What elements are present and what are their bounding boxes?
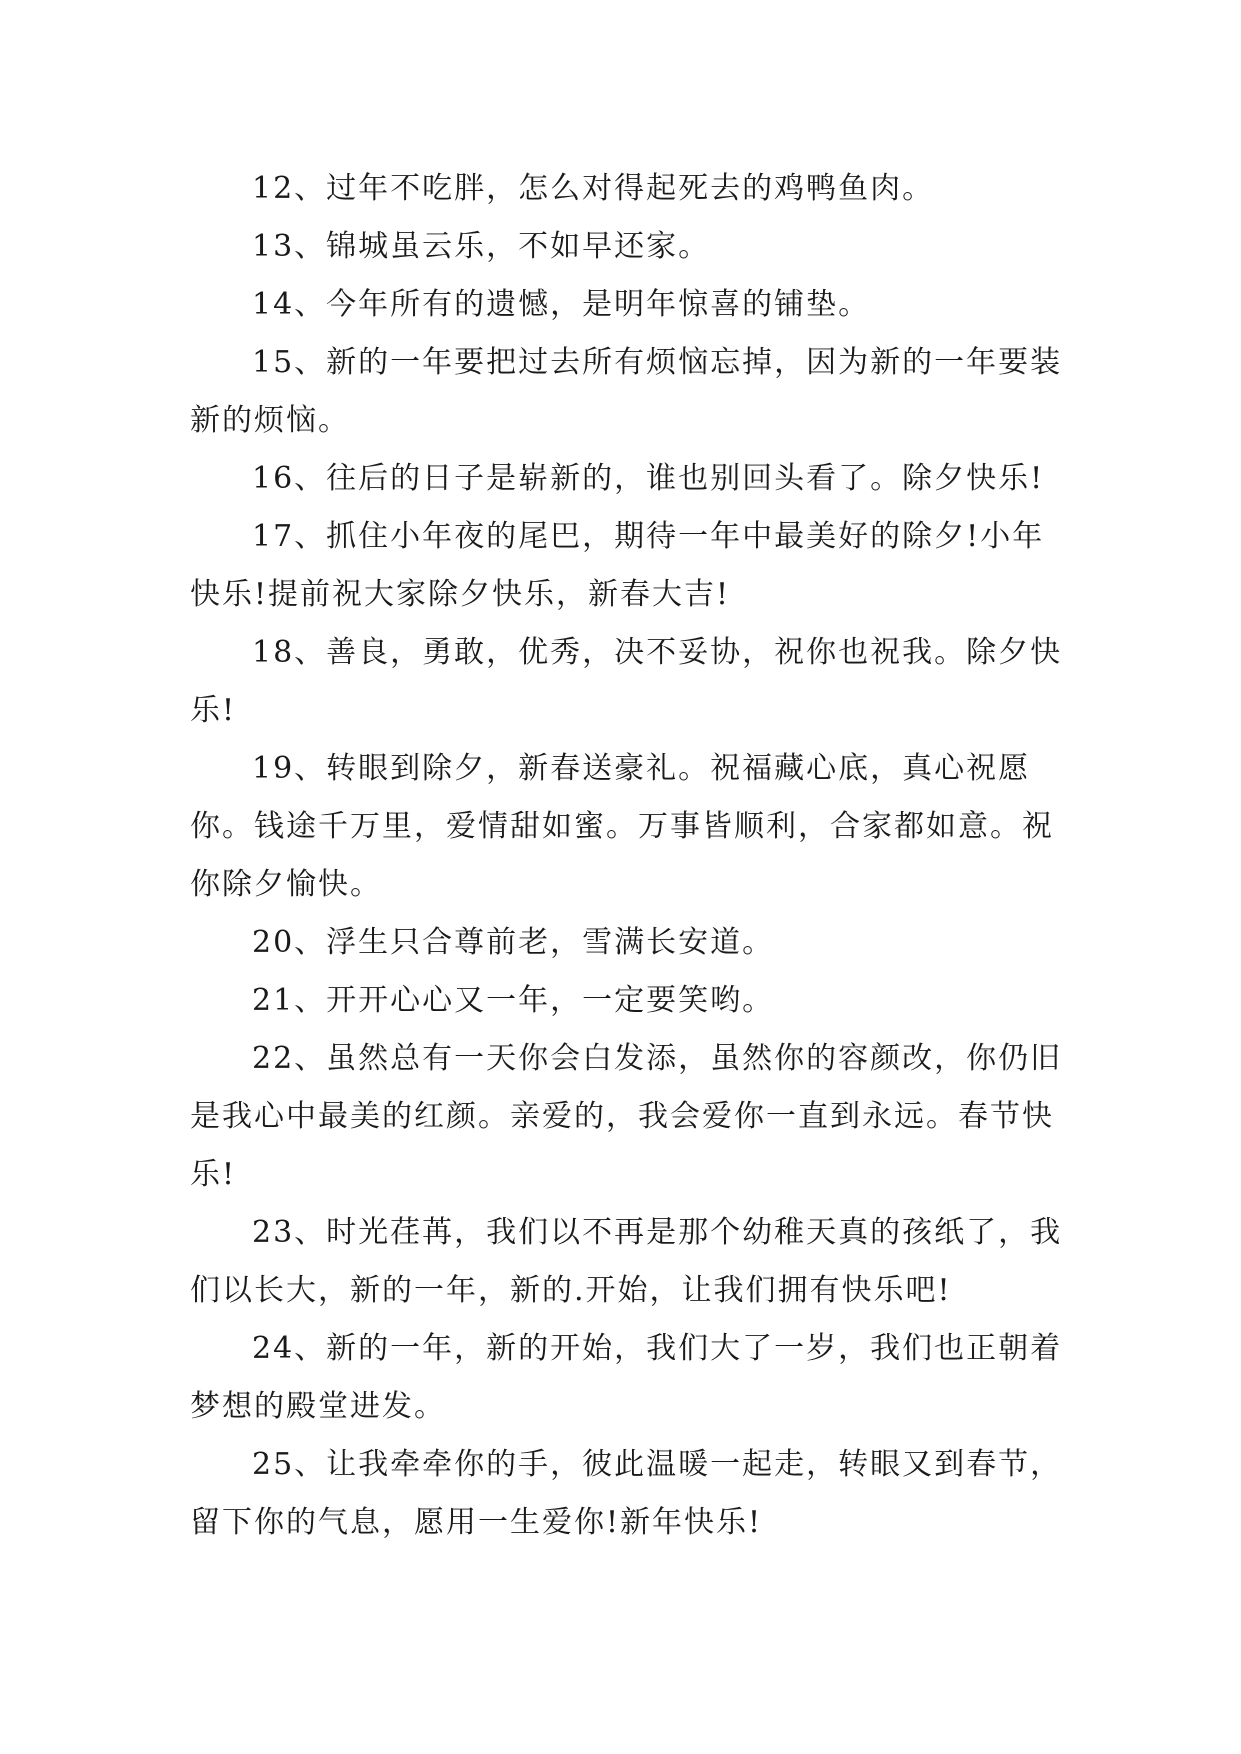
paragraph-23: 23、时光荏苒，我们以不再是那个幼稚天真的孩纸了，我们以长大，新的一年，新的.开始，让我们拥有快乐吧! bbox=[190, 1215, 1063, 1308]
paragraph-21: 21、开开心心又一年，一定要笑哟。 bbox=[252, 983, 775, 1018]
paragraph-16: 16、往后的日子是崭新的，谁也别回头看了。除夕快乐! bbox=[252, 461, 1045, 496]
paragraph-18: 18、善良，勇敢，优秀，决不妥协，祝你也祝我。除夕快乐! bbox=[190, 635, 1063, 728]
paragraph-24: 24、新的一年，新的开始，我们大了一岁，我们也正朝着梦想的殿堂进发。 bbox=[190, 1331, 1063, 1424]
paragraph-13: 13、锦城虽云乐，不如早还家。 bbox=[252, 229, 711, 264]
paragraph-22: 22、虽然总有一天你会白发添，虽然你的容颜改，你仍旧是我心中最美的红颜。亲爱的，我会爱你一直到永远。春节快乐! bbox=[190, 1041, 1063, 1192]
paragraph-17: 17、抓住小年夜的尾巴，期待一年中最美好的除夕!小年快乐!提前祝大家除夕快乐，新春大吉! bbox=[190, 519, 1045, 612]
paragraph-19: 19、转眼到除夕，新春送豪礼。祝福藏心底，真心祝愿你。钱途千万里，爱情甜如蜜。万事皆顺利，合家都如意。祝你除夕愉快。 bbox=[190, 751, 1054, 902]
paragraph-15: 15、新的一年要把过去所有烦恼忘掉，因为新的一年要装新的烦恼。 bbox=[190, 345, 1063, 438]
paragraph-20: 20、浮生只合尊前老，雪满长安道。 bbox=[252, 925, 775, 960]
paragraph-14: 14、今年所有的遗憾，是明年惊喜的铺垫。 bbox=[252, 287, 871, 322]
paragraph-12: 12、过年不吃胖，怎么对得起死去的鸡鸭鱼肉。 bbox=[252, 171, 935, 206]
paragraph-25: 25、让我牵牵你的手，彼此温暖一起走，转眼又到春节，留下你的气息，愿用一生爱你!新年快乐! bbox=[190, 1447, 1063, 1540]
document-body bbox=[190, 160, 1070, 1552]
